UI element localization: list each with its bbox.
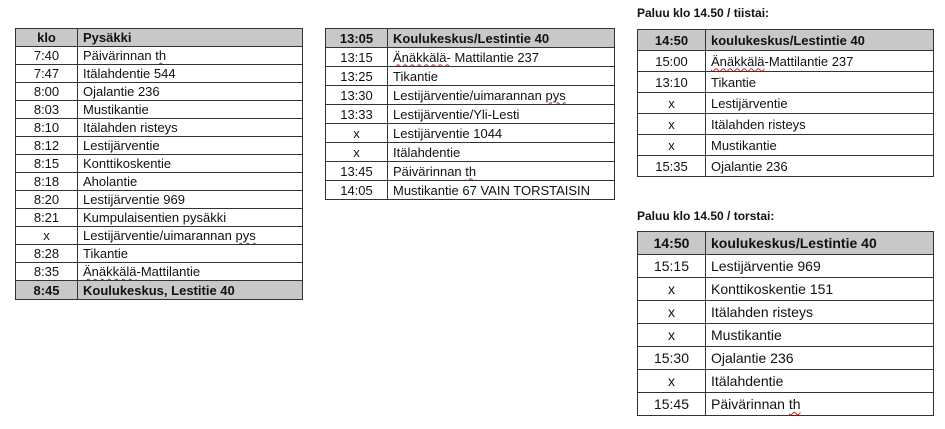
table-row-stop: Päivärinnan th [388, 162, 615, 181]
table-row-time: 13:25 [326, 67, 388, 86]
table-row-time: x [638, 114, 706, 135]
table-row-time: 14:50 [638, 232, 706, 255]
table-row-stop: Änäkkälä-Mattilantie [78, 263, 303, 281]
table-footer-row [16, 281, 303, 300]
return-thursday-table [637, 231, 934, 416]
table-row-stop: Itälahden risteys [706, 301, 934, 324]
table-row [16, 191, 303, 209]
table-row-time: x [638, 93, 706, 114]
morning-schedule-table [15, 28, 303, 300]
table-header-row [638, 30, 934, 51]
table-row-stop: Koulukeskus, Lestitie 40 [78, 281, 303, 300]
table-row-time: x [16, 227, 78, 245]
table-row-stop: Lestijärventie 1044 [388, 124, 615, 143]
midday-schedule-table [325, 28, 615, 200]
table-row-time: 8:03 [16, 101, 78, 119]
table-row-stop: Ojalantie 236 [78, 83, 303, 101]
table-row-time: 8:35 [16, 263, 78, 281]
table-row-time: 13:15 [326, 48, 388, 67]
table-row-stop: Ojalantie 236 [706, 156, 934, 177]
table-row [326, 181, 615, 200]
table-row [326, 143, 615, 162]
table-row-stop: Päivärinnan th [78, 47, 303, 65]
table-row-stop: Lestijärventie/uimarannan pys [78, 227, 303, 245]
table-row [16, 119, 303, 137]
table-row-stop: Änäkkälä- Mattilantie 237 [388, 48, 615, 67]
table-row-time: x [638, 370, 706, 393]
table-row [638, 72, 934, 93]
table-row-time: 8:00 [16, 83, 78, 101]
table-row [638, 347, 934, 370]
table-row-time: 15:35 [638, 156, 706, 177]
table-row-stop: Ojalantie 236 [706, 347, 934, 370]
table-row-time: 8:10 [16, 119, 78, 137]
table-row-time: x [638, 278, 706, 301]
table-row [16, 209, 303, 227]
table-row-stop: Mustikantie [706, 324, 934, 347]
table-row-stop: Tikantie [706, 72, 934, 93]
table-row [638, 393, 934, 416]
return-tuesday-label: Paluu klo 14.50 / tiistai: [637, 6, 770, 20]
table-row-time: 14:50 [638, 30, 706, 51]
table-row [16, 227, 303, 245]
column-header-stop: Pysäkki [78, 29, 303, 47]
table-row-stop: Mustikantie [706, 135, 934, 156]
table-row-time: 15:00 [638, 51, 706, 72]
table-row-time: 14:05 [326, 181, 388, 200]
table-row-time: 7:47 [16, 65, 78, 83]
table-row [16, 155, 303, 173]
table-row [16, 101, 303, 119]
table-row [326, 67, 615, 86]
table-row-stop: Änäkkälä-Mattilantie 237 [706, 51, 934, 72]
table-header-row [326, 29, 615, 48]
table-row-stop: Tikantie [388, 67, 615, 86]
table-row-time: 7:40 [16, 47, 78, 65]
table-row [326, 162, 615, 181]
table-row-stop: koulukeskus/Lestintie 40 [706, 30, 934, 51]
table-row-stop: Päivärinnan th [706, 393, 934, 416]
table-row-stop: Lestijärventie 969 [78, 191, 303, 209]
return-thursday-label: Paluu klo 14.50 / torstai: [637, 209, 775, 223]
table-row-stop: Itälahdentie [388, 143, 615, 162]
table-row [16, 137, 303, 155]
table-row [326, 86, 615, 105]
table-row [638, 156, 934, 177]
table-row-stop: Konttikoskentie 151 [706, 278, 934, 301]
table-row-time: 8:21 [16, 209, 78, 227]
table-row-stop: Lestijärventie/uimarannan pys [388, 86, 615, 105]
table-row-stop: Itälahdentie [706, 370, 934, 393]
table-row [638, 301, 934, 324]
table-row-time: x [638, 135, 706, 156]
table-row-stop: Aholantie [78, 173, 303, 191]
table-row [638, 51, 934, 72]
table-row [638, 135, 934, 156]
table-row-time: 8:18 [16, 173, 78, 191]
table-row-stop: Lestijärventie/Yli-Lesti [388, 105, 615, 124]
table-row [326, 105, 615, 124]
cropped-heading-fragment [0, 0, 330, 1]
return-tuesday-table [637, 29, 934, 177]
table-row-stop: Itälahdentie 544 [78, 65, 303, 83]
table-row-time: 15:15 [638, 255, 706, 278]
table-row-stop: Mustikantie 67 VAIN TORSTAISIN [388, 181, 615, 200]
table-row [16, 65, 303, 83]
table-row-stop: Lestijärventie 969 [706, 255, 934, 278]
table-row-time: 8:15 [16, 155, 78, 173]
table-row-time: 15:45 [638, 393, 706, 416]
table-row-time: 13:30 [326, 86, 388, 105]
column-header-time: klo [16, 29, 78, 47]
table-row-time: x [326, 143, 388, 162]
table-row-stop: Mustikantie [78, 101, 303, 119]
table-row [326, 48, 615, 67]
table-row-time: 13:33 [326, 105, 388, 124]
table-row [16, 83, 303, 101]
table-row-time: 13:45 [326, 162, 388, 181]
table-row-stop: Kumpulaisentien pysäkki [78, 209, 303, 227]
table-row [326, 124, 615, 143]
table-row-time: x [638, 301, 706, 324]
table-row [638, 93, 934, 114]
table-row [16, 245, 303, 263]
table-row-time: x [638, 324, 706, 347]
table-row [16, 263, 303, 281]
table-row [638, 324, 934, 347]
table-row-stop: Lestijärventie [706, 93, 934, 114]
table-row [638, 255, 934, 278]
table-row-time: 13:05 [326, 29, 388, 48]
table-row-stop: Itälahden risteys [706, 114, 934, 135]
table-row-stop: koulukeskus/Lestintie 40 [706, 232, 934, 255]
table-row-time: x [326, 124, 388, 143]
table-row [16, 47, 303, 65]
table-row-stop: Itälahden risteys [78, 119, 303, 137]
table-row-time: 8:28 [16, 245, 78, 263]
table-row-time: 8:12 [16, 137, 78, 155]
table-row [16, 173, 303, 191]
table-header-row [638, 232, 934, 255]
table-row-stop: Lestijärventie [78, 137, 303, 155]
table-row-time: 8:45 [16, 281, 78, 300]
table-row [638, 370, 934, 393]
table-row-stop: Tikantie [78, 245, 303, 263]
table-row-time: 8:20 [16, 191, 78, 209]
table-row [638, 114, 934, 135]
table-row-stop: Koulukeskus/Lestintie 40 [388, 29, 615, 48]
table-row-time: 13:10 [638, 72, 706, 93]
table-row-stop: Konttikoskentie [78, 155, 303, 173]
table-row-time: 15:30 [638, 347, 706, 370]
table-row [638, 278, 934, 301]
table-header-row [16, 29, 303, 47]
